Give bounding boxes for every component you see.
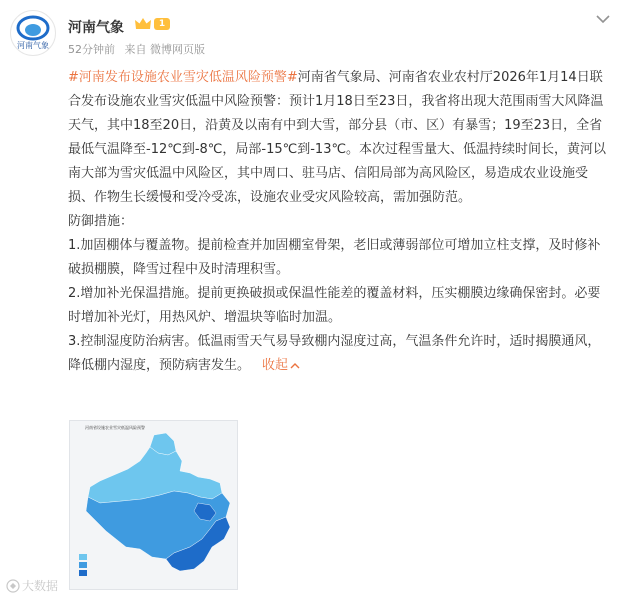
chevron-down-icon[interactable] [595, 13, 611, 25]
measure-2: 2.增加补光保温措施。提前更换破损或保温性能差的覆盖材料，压实棚膜边缘确保密封。必要时增加补光灯，用热风炉、增温块等临时加温。 [68, 286, 601, 325]
crown-icon [134, 17, 152, 31]
measure-1: 1.加固棚体与覆盖物。提前检查并加固棚室骨架，老旧或薄弱部位可增加立柱支撑，及时修补破损棚膜，降雪过程中及时清理积雪。 [68, 238, 601, 277]
avatar[interactable] [10, 10, 56, 56]
legend-swatch-low [79, 554, 87, 560]
post-meta [68, 41, 211, 57]
level-badge: 1 [154, 18, 170, 30]
legend-item-high [79, 569, 89, 577]
measures-title: 防御措施： [68, 214, 134, 229]
map-legend [79, 553, 89, 577]
measure-3-paragraph [68, 330, 608, 378]
legend-swatch-high [79, 570, 87, 576]
legend-item-low [79, 553, 89, 561]
map-image[interactable] [69, 420, 238, 590]
collapse-link[interactable] [262, 358, 300, 373]
avatar-label: 河南气象 [17, 41, 49, 50]
member-badge[interactable] [134, 17, 172, 31]
measure-3: 3.控制湿度防治病害。低温雨雪天气易导致棚内湿度过高，气温条件允许时，适时揭膜通风，降低棚内湿度，预防病害发生。 [68, 334, 601, 373]
post-source: 来自 微博网页版 [124, 43, 205, 56]
post-time[interactable]: 52分钟前 [68, 43, 115, 56]
henan-risk-map [70, 421, 237, 589]
watermark-logo-icon [6, 579, 20, 593]
post-content [68, 66, 608, 378]
post-intro-paragraph [68, 66, 608, 210]
map-low-risk-region [88, 447, 222, 503]
chevron-up-icon [290, 362, 300, 370]
collapse-label: 收起 [262, 358, 289, 373]
cloud-logo-icon [15, 14, 51, 42]
hashtag-link[interactable]: #河南发布设施农业雪灾低温风险预警# [68, 70, 298, 85]
account-name[interactable]: 河南气象 [68, 20, 124, 36]
map-title: 河南省设施农业雪灾低温风险预警 [85, 425, 145, 430]
post-intro: 河南省气象局、河南省农业农村厅2026年1月14日联合发布设施农业雪灾低温中风险预警：预计1月18日至23日，我省将出现大范围雨雪大风降温天气，其中18至20日，沿黄及以南有中到大雪，部分县（市、区）有暴雪；19至23日，全省最低气温降至-12℃到-8℃，局部-15℃到-13℃。本次过程雪量大、低温持续时间长，黄河以南大部为雪灾低温中风险区，其中周口、驻马店、信阳局部为高风险区，易造成农业设施受损、作物生长缓慢和受冷受冻，设施农业受灾风险较高，需加强防范。 [68, 70, 607, 205]
watermark [6, 577, 58, 594]
legend-item-mid [79, 561, 89, 569]
legend-swatch-mid [79, 562, 87, 568]
watermark-text: 大数据 [22, 579, 59, 593]
